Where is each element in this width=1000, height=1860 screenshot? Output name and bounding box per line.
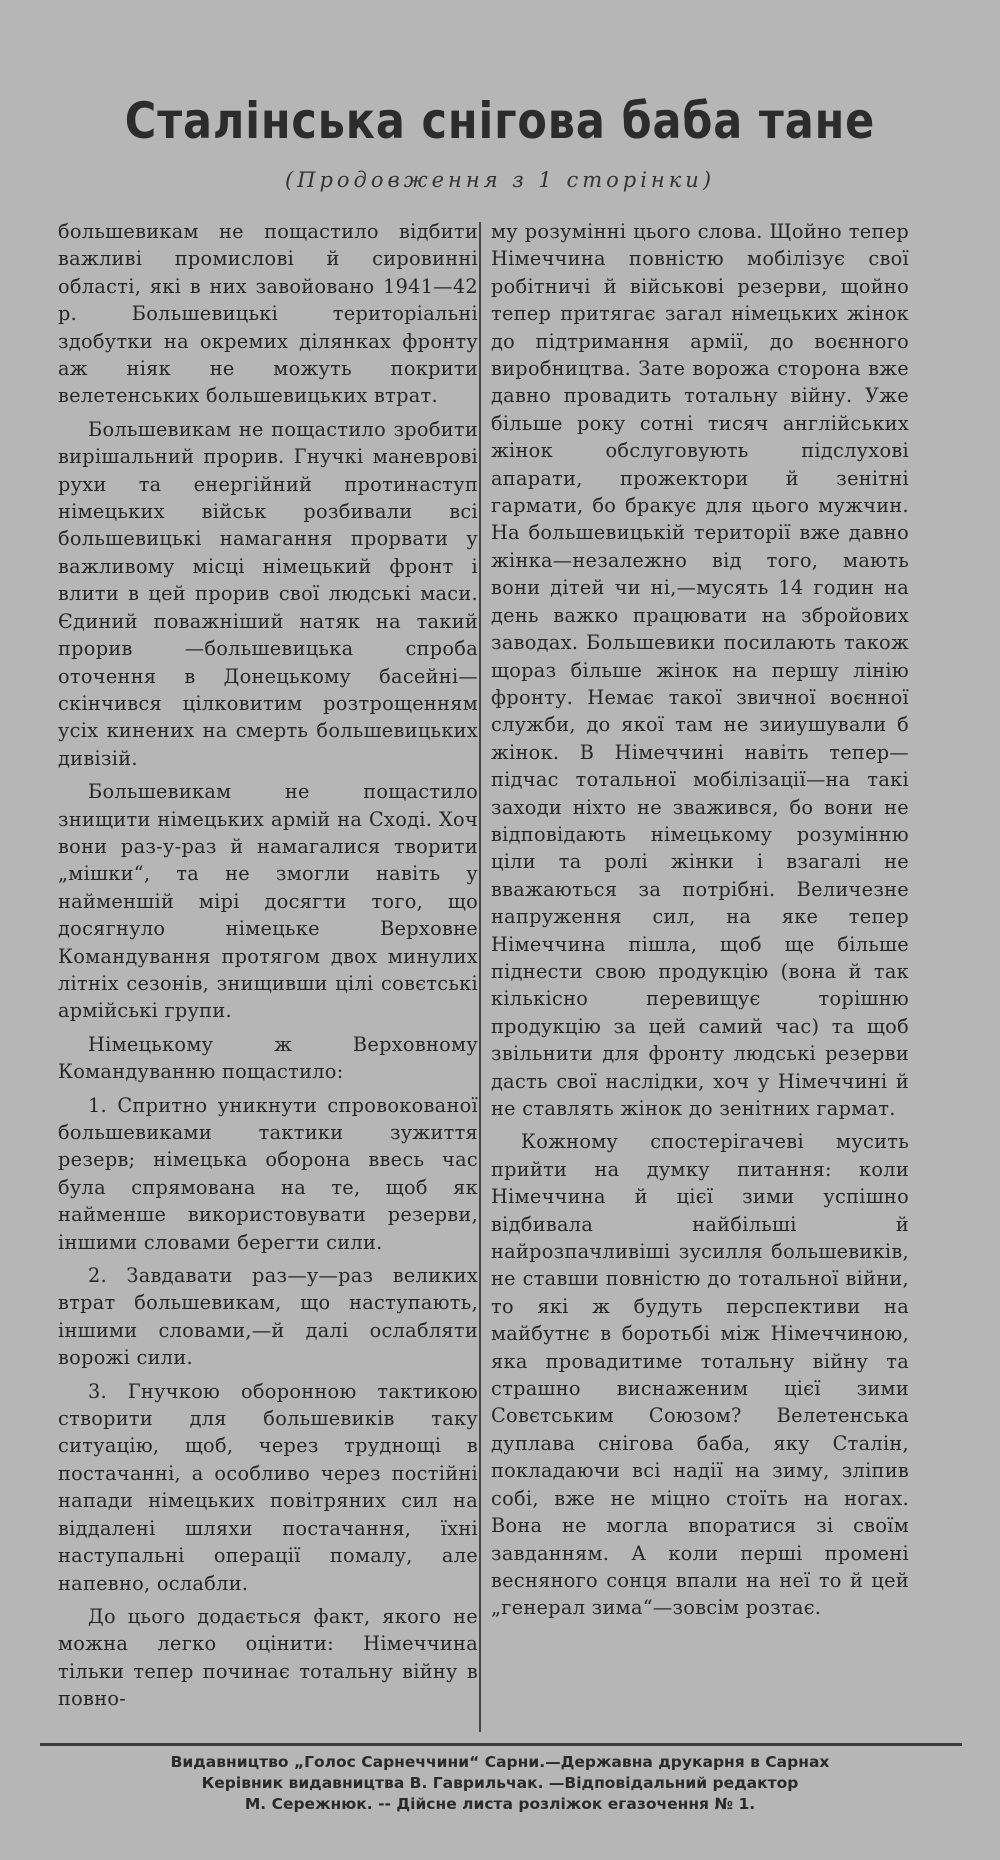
article-title: Сталінська снігова баба тане (124, 92, 876, 150)
imprint-line: Керівник видавництва В. Гаврильчак. —Відповідальний редактор (201, 1774, 799, 1792)
paragraph: До цього додається факт, якого не можна легко оцінити: Німеччина тільки тепер починає тотальну війну в повно- (58, 1604, 478, 1711)
paragraph: 1. Спритно уникнути спровокованої большевиками тактики зужиття резерв; німецька оборона ввесь час була спрямована на те, щоб як найменше використовувати резерви, іншими словами берегти сили. (58, 1093, 478, 1254)
footer-rule (40, 1743, 962, 1746)
imprint-line: М. Сережнюк. -- Дійсне листа розліжок егазочення № 1. (244, 1795, 756, 1813)
right-column (491, 218, 909, 1622)
paragraph: му розумінні цього слова. Щойно тепер Німеччина повністю мобілізує свої робітничі й військові резерви, щойно тепер притягає загал німецьких жінок до підтримання армії, до воєнного виробництва. Зате ворожа сторона вже давно провадить тотальну війну. Уже більше року сотні тисяч англійських жінок обслуговують підслухові апарати, прожектори й зенітні гармати, бо бракує для цього мужчин. На большевицькій території вже давно жінка—незалежно від того, мають вони дітей чи ні,—мусять 14 годин на день важко працювати на збройових заводах. Большевики посилають також щораз більше жінок на першу лінію фронту. Немає такої звичної воєнної служби, до якої там не зииушували б жінок. В Німеччині навіть тепер—підчас тотальної мобілізації—на такі заходи ніхто не зважився, бо вони не відповідають німецькому розумінню ціли та ролі жінки і взагалі не вважаються за потрібні. Величезне напруження сил, на яке тепер Німеччина пішла, щоб ще більше піднести свою продукцію (вона й так кількісно перевищує торішню продукцію за цей самий час) та щоб звільнити для фронту людські резерви дасть свої наслідки, хоч у Німеччині й не ставлять жінок до зенітних гармат. (491, 220, 909, 1120)
paragraph: 3. Гнучкою оборонною тактикою створити для большевиків таку ситуацію, щоб, через труднощі в постачанні, а особливо через постійні напади німецьких повітряних сил на віддалені шляхи постачання, їхні наступальні операції помалу, але напевно, ослабли. (58, 1379, 478, 1595)
imprint-line: Видавництво „Голос Сарнеччини“ Сарни.—Державна друкарня в Сарнах (170, 1753, 830, 1771)
paragraph: Кожному спостерігачеві мусить прийти на думку питання: коли Німеччина й цієї зими успішно відбивала найбільші й найрозпачливіші зусилля большевиків, не ставши повністю до тотальної війни, то які ж будуть перспективи на майбутнє в боротьбі між Німеччиною, яка провадитиме тотальну війну та страшно виснаженим цієї зими Совєтським Союзом? Велетенська дуплава снігова баба, яку Сталін, покладаючи всі надії на зиму, зліпив собі, вже не міцно стоїть на ногах. Вона не могла впоратися зі своїм завданням. А коли перші промені весняного сонця впали на неї то й цей „генерал зима“—зовсім розтає. (491, 1130, 909, 1620)
paragraph: 2. Завдавати раз—у—раз великих втрат большевикам, що наступають, іншими словами,—й далі ослабляти ворожі сили. (58, 1264, 478, 1370)
imprint (60, 1752, 940, 1815)
paragraph: Большевикам не пощастило знищити німецьких армій на Сході. Хоч вони раз-у-раз й намагалися творити „мішки“, та не змогли навіть у найменшій мірі досягти того, що досягнуло німецьке Верховне Командування протягом двох минулих літніх сезонів, знищивши цілі совєтські армійські групи. (58, 780, 478, 1023)
paragraph: Німецькому ж Верховному Командуванню пощастило: (58, 1032, 478, 1084)
article-subtitle: (Продовження з 1 сторінки) (284, 168, 716, 192)
paragraph: Большевикам не пощастило зробити вирішальний прорив. Гнучкі маневрові рухи та енергійний протинаступ німецьких військ розбивали всі большевицькі намагання прорвати у важливому місці німецький фронт і влити в цей прорив свої людські маси. Єдиний поважніший натяк на такий прорив —большевицька спроба оточення в Донецькому басейні—скінчився цілковитим розтрощенням усіх кинених на смерть большевицьких дивізій. (58, 417, 478, 770)
paragraph: большевикам не пощастило відбити важливі промислові й сировинні області, які в них завойовано 1941—42 р. Большевицькі територіальні здобутки на окремих ділянках фронту аж ніяк не можуть покрити велетенських большевицьких втрат. (58, 220, 478, 408)
column-divider (479, 222, 481, 1732)
left-column (58, 218, 478, 1713)
